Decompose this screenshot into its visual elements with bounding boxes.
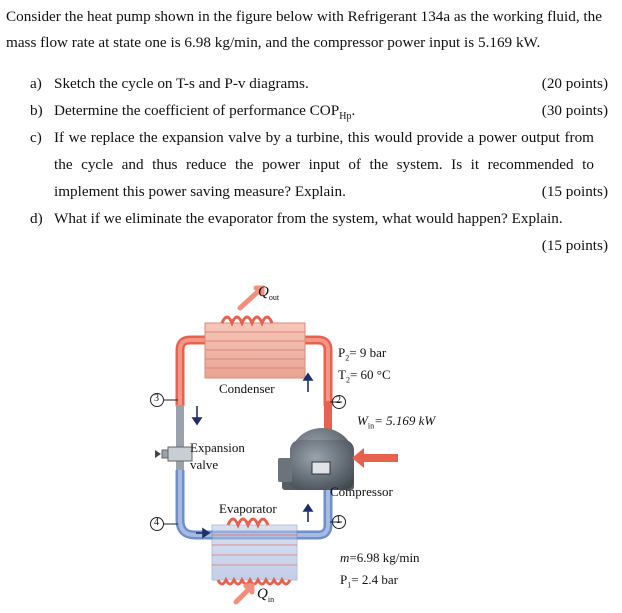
question-a-label: a) xyxy=(30,75,42,92)
q-in-sub: in xyxy=(267,595,275,604)
question-a-text: Sketch the cycle on T-s and P-v diagrams. xyxy=(54,75,309,92)
question-c-label: c) xyxy=(30,129,42,146)
question-c-points: (15 points) xyxy=(541,183,608,200)
state-4-label: 4 xyxy=(154,517,159,528)
expansion-valve-label-2: valve xyxy=(190,457,219,472)
condenser-label: Condenser xyxy=(219,381,275,396)
mass-flow-label xyxy=(340,550,420,566)
question-b-label: b) xyxy=(30,102,43,119)
question-a-points: (20 points) xyxy=(541,75,608,92)
question-d-text: What if we eliminate the evaporator from the system, what would happen? Explain. xyxy=(54,210,563,227)
t2-value: = 60 °C xyxy=(349,367,391,382)
question-d-label: d) xyxy=(30,210,43,227)
state2-pressure xyxy=(338,345,386,363)
expansion-valve-label-1: Expansion xyxy=(190,440,245,455)
q-in-arrow xyxy=(236,586,252,602)
q-in-label xyxy=(257,586,274,604)
question-b-points: (30 points) xyxy=(541,102,608,119)
compressor-label: Compressor xyxy=(330,484,393,499)
question-d-points: (15 points) xyxy=(541,237,608,254)
p2-symbol: P xyxy=(338,345,346,360)
m-symbol: m xyxy=(340,550,350,565)
state2-temperature xyxy=(338,367,391,385)
question-b-main: Determine the coefficient of performance COP xyxy=(54,102,340,119)
w-sub: in xyxy=(367,421,375,431)
compressor xyxy=(278,428,354,490)
t2-sub: 2 xyxy=(345,375,350,385)
w-value: = 5.169 kW xyxy=(374,413,436,428)
state-2-label: 2 xyxy=(336,395,341,406)
p2-value: = 9 bar xyxy=(349,345,387,360)
state-1-label: 1 xyxy=(336,515,341,526)
question-b-sub: Hp xyxy=(339,111,352,123)
w-symbol: W xyxy=(357,413,368,428)
expansion-valve xyxy=(155,447,192,461)
state-3-label: 3 xyxy=(154,393,159,404)
question-b-suffix: . xyxy=(351,102,356,119)
p1-value: = 2.4 bar xyxy=(351,572,398,587)
p2-sub: 2 xyxy=(345,353,350,363)
q-out-sub: out xyxy=(268,293,280,302)
problem-intro: Consider the heat pump shown in the figure below with Refrigerant 134a as the working fluid, the mass flow rate at state one is 6.98 kg/min, and the compressor power input is 5.169 kW. xyxy=(6,8,602,51)
condenser-coil xyxy=(205,317,305,378)
p1-sub: 1 xyxy=(347,580,352,590)
evaporator-label: Evaporator xyxy=(219,501,277,516)
question-c-text: If we replace the expansion valve by a turbine, this would provide a power output from the cycle and thus reduce the power input of the system. Is it recommended to implement this power saving measure? Explain. xyxy=(54,129,594,200)
evaporator-coil xyxy=(212,519,297,584)
q-in-symbol: Q xyxy=(257,586,268,602)
q-out-label xyxy=(258,284,279,302)
t2-symbol: T xyxy=(338,367,346,382)
p1-symbol: P xyxy=(340,572,348,587)
q-out-symbol: Q xyxy=(258,284,269,300)
work-in-label xyxy=(357,413,435,431)
state1-pressure xyxy=(340,572,398,590)
m-value: =6.98 kg/min xyxy=(349,550,420,565)
